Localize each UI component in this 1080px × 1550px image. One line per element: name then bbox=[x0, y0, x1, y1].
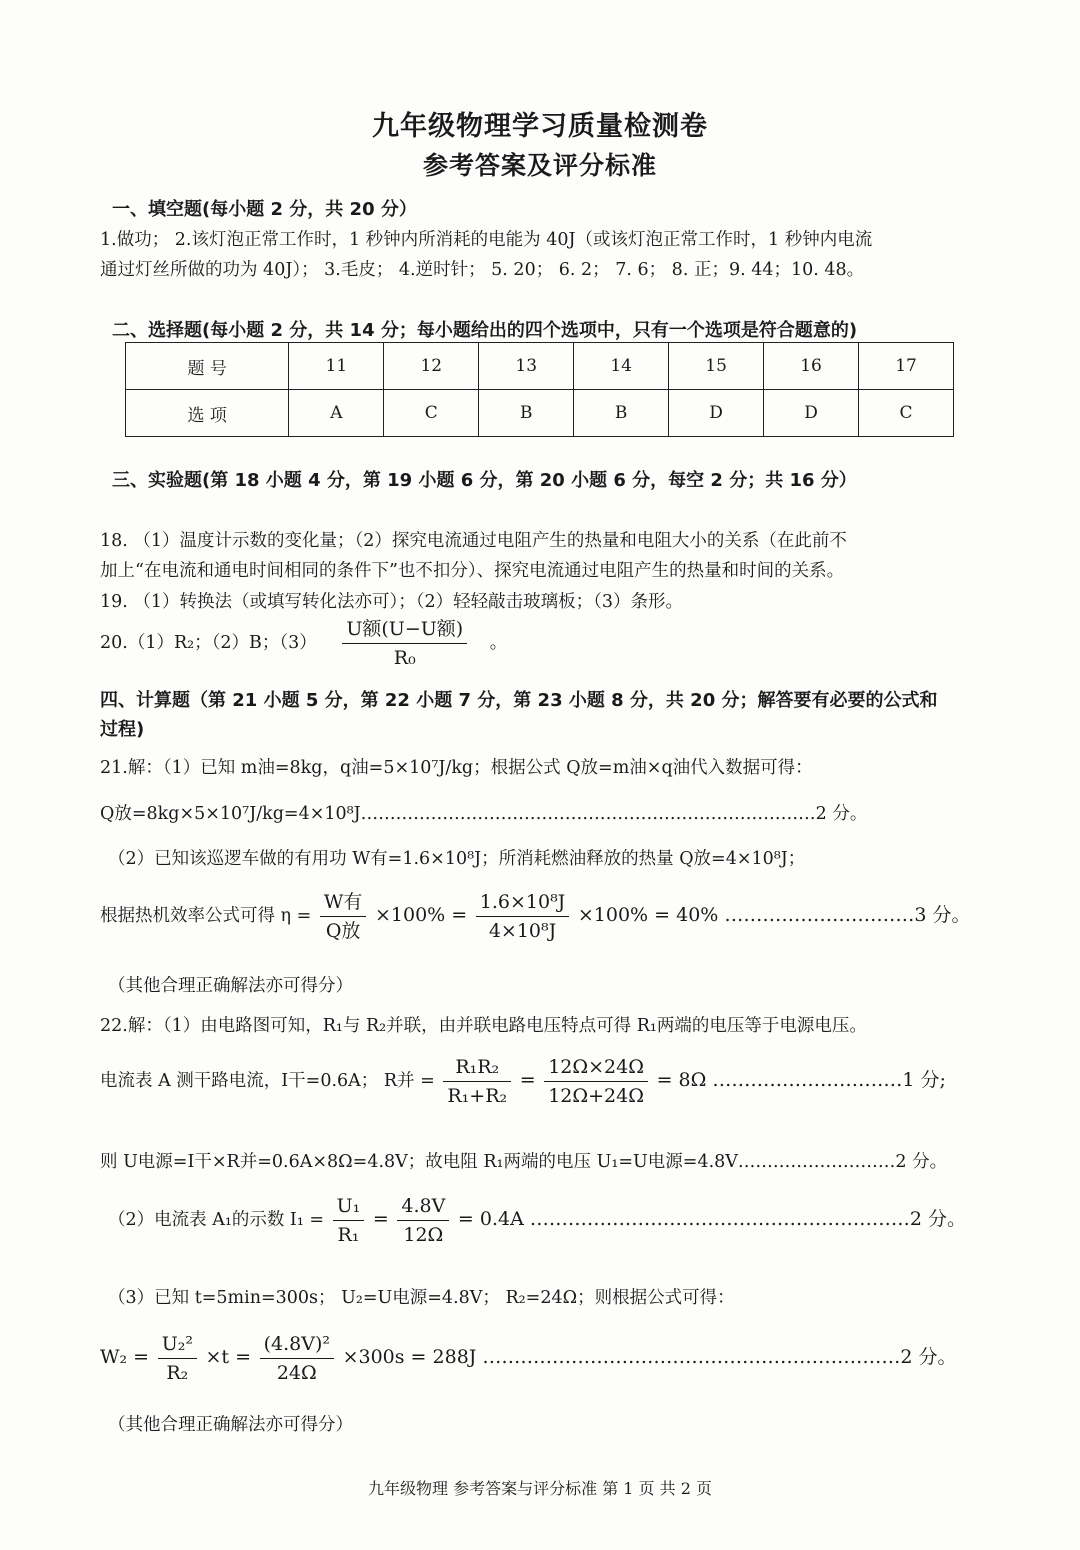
row-label-answer: 选 项 bbox=[126, 390, 289, 437]
answer-cell: D bbox=[669, 390, 764, 437]
answer-cell: C bbox=[859, 390, 954, 437]
q22-line-6-mid: ×t = bbox=[205, 1346, 252, 1368]
question-number: 11 bbox=[289, 343, 384, 390]
q22-fraction-4 bbox=[397, 1192, 449, 1249]
q22-line-6-suffix: ×300s = 288J …………………………………………………………2 分。 bbox=[342, 1346, 957, 1368]
q21-line-1: 21.解：（1）已知 m油=8kg，q油=5×10⁷J/kg；根据公式 Q放=m油×q油代入数据可得： bbox=[100, 758, 813, 778]
q22-line-4-suffix: = 0.4A ……………………………………………………2 分。 bbox=[457, 1208, 966, 1230]
q22-note: （其他合理正确解法亦可得分） bbox=[108, 1415, 353, 1435]
q20-fraction bbox=[342, 615, 467, 672]
q22-line-2-prefix: 电流表 A 测干路电流，I干=0.6A； R并 = bbox=[100, 1071, 435, 1091]
q22-fraction-3 bbox=[333, 1192, 365, 1249]
row-label-question: 题 号 bbox=[126, 343, 289, 390]
section-4-heading-line-1: 四、计算题（第 21 小题 5 分，第 22 小题 7 分，第 23 小题 8 分，共 20 分；解答要有必要的公式和 bbox=[100, 690, 938, 711]
q22-fraction-4-denominator: 12Ω bbox=[403, 1224, 444, 1246]
q21-line-4 bbox=[100, 888, 971, 945]
question-number: 14 bbox=[574, 343, 669, 390]
section-1-line-2: 通过灯丝所做的功为 40J）； 3.毛皮； 4.逆时针； 5. 20； 6. 2； 7. 6； 8. 正；9. 44；10. 48。 bbox=[100, 260, 865, 280]
q21-line-2: Q放=8kg×5×10⁷J/kg=4×10⁸J……………………………………………………………………2 分。 bbox=[100, 804, 868, 824]
question-number: 15 bbox=[669, 343, 764, 390]
q21-fraction-1-denominator: Q放 bbox=[325, 920, 361, 942]
answer-table bbox=[125, 342, 954, 437]
q22-line-6-prefix: W₂ = bbox=[100, 1346, 150, 1368]
question-number: 12 bbox=[384, 343, 479, 390]
q21-formula-mid: ×100% = bbox=[374, 904, 468, 926]
q22-fraction-6-numerator: (4.8V)² bbox=[260, 1330, 334, 1359]
q22-fraction-2-denominator: 12Ω+24Ω bbox=[548, 1085, 644, 1107]
table-row-numbers bbox=[126, 343, 954, 390]
q22-line-2-suffix: = 8Ω …………………………1 分; bbox=[656, 1069, 946, 1091]
q21-fraction-2 bbox=[476, 888, 570, 945]
q18-line-1: 18. （1）温度计示数的变化量；（2）探究电流通过电阻产生的热量和电阻大小的关系（在此前不 bbox=[100, 531, 847, 551]
q22-line-3: 则 U电源=I干×R并=0.6A×8Ω=4.8V；故电阻 R₁两端的电压 U₁=U电源=4.8V………………………2 分。 bbox=[100, 1152, 948, 1172]
q22-line-6 bbox=[100, 1330, 957, 1387]
q22-fraction-5-numerator: U₂² bbox=[158, 1330, 197, 1359]
q22-fraction-1-numerator: R₁R₂ bbox=[443, 1053, 511, 1082]
q20-prefix: 20.（1）R₂；（2）B；（3） bbox=[100, 633, 317, 653]
q22-fraction-1-denominator: R₁+R₂ bbox=[447, 1085, 508, 1107]
question-number: 13 bbox=[479, 343, 574, 390]
q20-suffix: 。 bbox=[489, 633, 508, 653]
q22-line-1: 22.解：（1）由电路图可知，R₁与 R₂并联，由并联电路电压特点可得 R₁两端的电压等于电源电压。 bbox=[100, 1016, 867, 1036]
section-1-heading: 一、填空题(每小题 2 分，共 20 分） bbox=[112, 199, 417, 220]
q21-fraction-2-numerator: 1.6×10⁸J bbox=[476, 888, 570, 917]
q22-fraction-3-denominator: R₁ bbox=[337, 1224, 360, 1246]
section-1-line-1: 1.做功； 2.该灯泡正常工作时，1 秒钟内所消耗的电能为 40J（或该灯泡正常工作时，1 秒钟内电流 bbox=[100, 230, 873, 250]
page-subtitle: 参考答案及评分标准 bbox=[422, 151, 657, 180]
q22-fraction-6 bbox=[260, 1330, 334, 1387]
table-row-answers bbox=[126, 390, 954, 437]
answer-cell: D bbox=[764, 390, 859, 437]
q21-formula-suffix: ×100% = 40% …………………………3 分。 bbox=[577, 904, 971, 926]
q22-fraction-3-numerator: U₁ bbox=[333, 1192, 365, 1221]
question-number: 17 bbox=[859, 343, 954, 390]
q18-line-2: 加上“在电流和通电时间相同的条件下”也不扣分）、探究电流通过电阻产生的热量和时间的关系。 bbox=[100, 561, 845, 581]
question-number: 16 bbox=[764, 343, 859, 390]
q22-fraction-5 bbox=[158, 1330, 197, 1387]
answer-cell: C bbox=[384, 390, 479, 437]
q22-fraction-5-denominator: R₂ bbox=[166, 1362, 189, 1384]
q22-fraction-6-denominator: 24Ω bbox=[276, 1362, 317, 1384]
q22-line-2: 电流表 A 测干路电流，I干=0.6A； R并 = $\frac{\text{R₁R₂}}{\text{R₁+R₂}}$ = $\frac{12\Omega\times 24\Omega}{12\Omega+24\Omega}$ = 8Ω …………………………1 分; bbox=[100, 1053, 946, 1110]
q20-denominator: R₀ bbox=[393, 647, 416, 669]
q22-fraction-1 bbox=[443, 1053, 511, 1110]
answer-cell: B bbox=[479, 390, 574, 437]
page-footer: 九年级物理 参考答案与评分标准 第 1 页 共 2 页 bbox=[368, 1479, 712, 1498]
q22-fraction-4-numerator: 4.8V bbox=[397, 1192, 449, 1221]
section-4-heading-line-2: 过程) bbox=[100, 719, 145, 740]
q22-fraction-2 bbox=[544, 1053, 648, 1110]
q22-line-4-prefix: （2）电流表 A₁的示数 I₁ = bbox=[108, 1210, 325, 1230]
q20-numerator: U额(U−U额) bbox=[342, 615, 467, 644]
section-2-heading: 二、选择题(每小题 2 分，共 14 分；每小题给出的四个选项中，只有一个选项是符合题意的) bbox=[112, 320, 858, 341]
q22-line-5: （3）已知 t=5min=300s； U₂=U电源=4.8V； R₂=24Ω；则根据公式可得： bbox=[108, 1288, 735, 1308]
page-title: 九年级物理学习质量检测卷 bbox=[372, 111, 708, 142]
q21-fraction-1 bbox=[320, 888, 367, 945]
answer-cell: B bbox=[574, 390, 669, 437]
q22-line-4: （2）电流表 A₁的示数 I₁ = $\frac{\text{U₁}}{\text{R₁}}$ = $\frac{4.8V}{12\Omega}$ = 0.4A ……………………………………………………2 分。 bbox=[108, 1192, 966, 1249]
q21-fraction-2-denominator: 4×10⁸J bbox=[488, 920, 557, 942]
answer-cell: A bbox=[289, 390, 384, 437]
q21-fraction-1-numerator: W有 bbox=[320, 888, 367, 917]
q21-formula-prefix: 根据热机效率公式可得 η = bbox=[100, 906, 312, 926]
q19-line: 19. （1）转换法（或填写转化法亦可）；（2）轻轻敲击玻璃板；（3）条形。 bbox=[100, 592, 684, 612]
q21-note: （其他合理正确解法亦可得分） bbox=[108, 976, 353, 996]
section-3-heading: 三、实验题(第 18 小题 4 分，第 19 小题 6 分，第 20 小题 6 分，每空 2 分；共 16 分） bbox=[112, 470, 857, 491]
q21-line-3: （2）已知该巡逻车做的有用功 W有=1.6×10⁸J；所消耗燃油释放的热量 Q放=4×10⁸J； bbox=[108, 849, 806, 869]
q20-line bbox=[100, 615, 507, 672]
q22-fraction-2-numerator: 12Ω×24Ω bbox=[544, 1053, 648, 1082]
